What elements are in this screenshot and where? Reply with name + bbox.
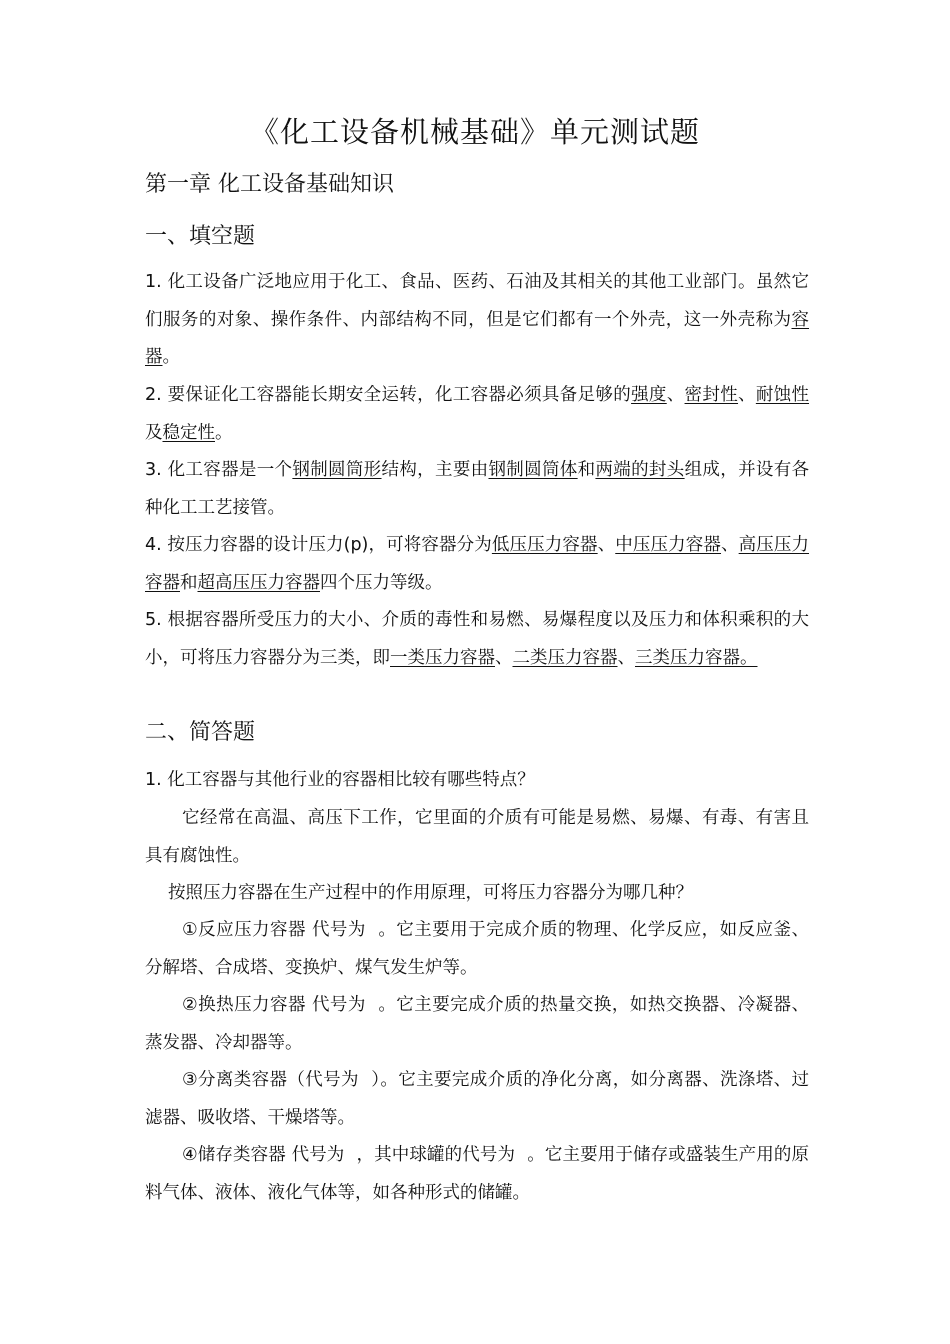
short-question-1: 1. 化工容器与其他行业的容器相比较有哪些特点？: [145, 770, 535, 790]
answer-underline: 高压压力容器: [145, 535, 810, 593]
fill-question-3: 3. 化工容器是一个钢制圆筒形结构，主要由钢制圆筒体和两端的封头组成，并设有各种化工工艺接管。: [145, 460, 810, 518]
vessel-type-heat-exchange: ②换热压力容器 代号为 。它主要完成介质的热量交换，如热交换器、冷凝器、蒸发器、冷却器等。: [145, 995, 809, 1053]
chapter-heading: 第一章 化工设备基础知识: [145, 172, 394, 197]
short-answer-1: 它经常在高温、高压下工作，它里面的介质有可能是易燃、易爆、有毒、有害且具有腐蚀性。: [145, 808, 809, 866]
answer-underline: 强度: [631, 385, 667, 405]
fill-question-2: 2. 要保证化工容器能长期安全运转，化工容器必须具备足够的强度、密封性、耐蚀性及稳定性。: [145, 385, 810, 443]
short-question-2: 按照压力容器在生产过程中的作用原理，可将压力容器分为哪几种？: [168, 883, 693, 903]
answer-underline: 密封性: [684, 385, 739, 405]
answer-underline: 容器: [145, 309, 809, 367]
fill-question-5: 5. 根据容器所受压力的大小、介质的毒性和易燃、易爆程度以及压力和体积乘积的大小，可将压力容器分为三类，即一类压力容器、二类压力容器、三类压力容器。: [145, 610, 809, 668]
answer-underline: 两端的封头: [595, 460, 685, 480]
vessel-type-storage: ④储存类容器 代号为 ，其中球罐的代号为 。它主要用于储存或盛装生产用的原料气体、液体、液化气体等，如各种形式的储罐。: [145, 1145, 810, 1203]
fill-question-4: 4. 按压力容器的设计压力(p)，可将容器分为低压压力容器、中压压力容器、高压压力容器和超高压压力容器四个压力等级。: [145, 535, 810, 593]
answer-underline: 二类压力容器: [512, 647, 618, 668]
answer-underline: 三类压力容器。: [635, 647, 758, 668]
section-heading-short-answer: 二、简答题: [145, 720, 256, 745]
answer-underline: 一类压力容器: [390, 647, 495, 668]
answer-underline: 超高压压力容器: [197, 572, 320, 593]
answer-underline: 稳定性: [162, 422, 215, 443]
fill-question-1: 1. 化工设备广泛地应用于化工、食品、医药、石油及其相关的其他工业部门。虽然它们服务的对象、操作条件、内部结构不同，但是它们都有一个外壳，这一外壳称为容器。: [145, 272, 809, 367]
answer-underline: 钢制圆筒形: [292, 460, 382, 480]
answer-underline: 耐蚀性: [755, 385, 810, 405]
document-title: 《化工设备机械基础》单元测试题: [249, 115, 700, 149]
answer-underline: 钢制圆筒体: [488, 460, 578, 480]
answer-underline: 中压压力容器: [615, 535, 722, 555]
answer-underline: 低压压力容器: [491, 535, 598, 555]
vessel-type-separation: ③分离类容器（代号为 ）。它主要完成介质的净化分离，如分离器、洗涤塔、过滤器、吸收塔、干燥塔等。: [145, 1070, 809, 1128]
section-heading-fill-in: 一、填空题: [145, 224, 256, 249]
vessel-type-reaction: ①反应压力容器 代号为 。它主要用于完成介质的物理、化学反应，如反应釜、分解塔、合成塔、变换炉、煤气发生炉等。: [145, 920, 809, 978]
